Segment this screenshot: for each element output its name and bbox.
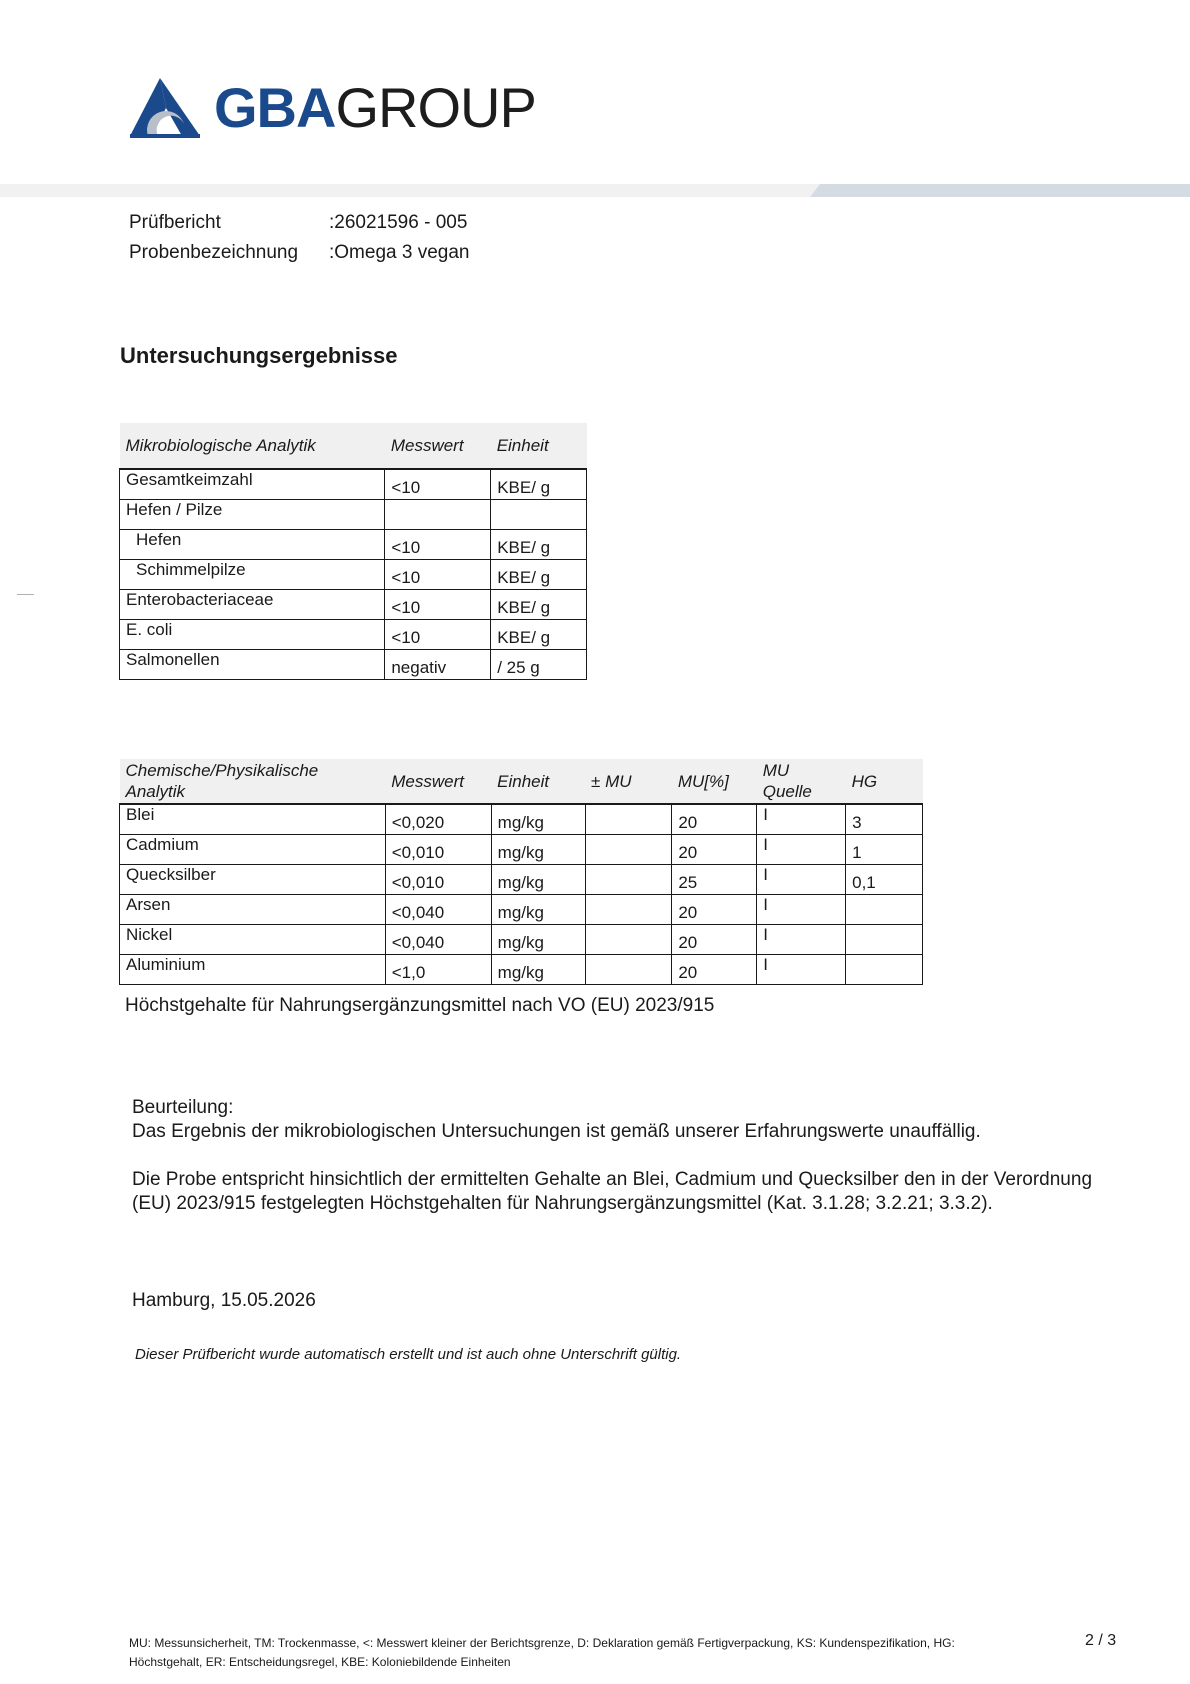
table-row <box>120 469 587 500</box>
measured-value: <0,010 <box>385 865 491 895</box>
table-row <box>120 650 587 680</box>
header-divider-band <box>0 184 1190 197</box>
assessment-micro-text: Das Ergebnis der mikrobiologischen Untersuchungen ist gemäß unserer Erfahrungswerte unauffällig. <box>132 1121 981 1142</box>
chem-header-max-level: HG <box>846 759 923 804</box>
micro-results-table <box>119 423 587 680</box>
assessment-heading: Beurteilung: <box>132 1097 234 1118</box>
assessment-chem-text: Die Probe entspricht hinsichtlich der ermittelten Gehalte an Blei, Cadmium und Quecksilber den in der Verordnung (EU) 2023/915 festgelegten Höchstgehalten für Nahrungsergänzungsmittel (Kat. 3.1.28; 3.2.21; 3.3.2). <box>132 1169 1093 1214</box>
table-row <box>120 620 587 650</box>
report-info <box>129 208 469 268</box>
mu-value <box>585 925 672 955</box>
micro-header-value: Messwert <box>385 423 491 469</box>
table-row <box>120 865 923 895</box>
auto-generated-note: Dieser Prüfbericht wurde automatisch erstellt und ist auch ohne Unterschrift gültig. <box>135 1346 682 1363</box>
micro-header-row <box>120 423 587 469</box>
chem-header-mu: ± MU <box>585 759 672 804</box>
analyte-name: Enterobacteriaceae <box>120 590 385 620</box>
max-level: 1 <box>846 835 923 865</box>
mu-value <box>585 955 672 985</box>
measured-value: <10 <box>385 530 491 560</box>
mu-percent: 25 <box>672 865 757 895</box>
mu-percent: 20 <box>672 835 757 865</box>
unit: mg/kg <box>491 835 585 865</box>
table-row <box>120 895 923 925</box>
section-title: Untersuchungsergebnisse <box>120 343 398 368</box>
measured-value: negativ <box>385 650 491 680</box>
analyte-name: Hefen <box>120 530 385 560</box>
page-number: 2 / 3 <box>1085 1632 1117 1649</box>
place-date: Hamburg, 15.05.2026 <box>132 1290 316 1311</box>
unit: KBE/ g <box>491 530 587 560</box>
logo-wordmark <box>214 78 536 138</box>
unit: mg/kg <box>491 804 585 835</box>
report-number-label: Prüfbericht <box>129 212 221 233</box>
logo-text-bold: GBA <box>214 76 336 139</box>
max-level: 0,1 <box>846 865 923 895</box>
unit: / 25 g <box>491 650 587 680</box>
measured-value: <10 <box>385 469 491 500</box>
report-number-value: :26021596 - 005 <box>329 212 468 233</box>
mu-percent: 20 <box>672 895 757 925</box>
sample-name-label: Probenbezeichnung <box>129 242 299 263</box>
micro-header-analysis: Mikrobiologische Analytik <box>120 423 385 469</box>
mu-percent: 20 <box>672 955 757 985</box>
table-row <box>120 500 587 530</box>
measured-value: <10 <box>385 590 491 620</box>
measured-value: <0,040 <box>385 925 491 955</box>
unit: KBE/ g <box>491 620 587 650</box>
analyte-name: Quecksilber <box>120 865 386 895</box>
mu-source: I <box>757 835 846 865</box>
margin-fold-mark <box>17 594 34 595</box>
assessment-block <box>132 1096 1092 1216</box>
chem-header-analysis: Chemische/Physikalische Analytik <box>120 759 386 804</box>
gba-group-logo <box>130 76 560 142</box>
analyte-name: Arsen <box>120 895 386 925</box>
mu-source: I <box>757 804 846 835</box>
mu-value <box>585 804 672 835</box>
measured-value: <10 <box>385 560 491 590</box>
table-row <box>120 560 587 590</box>
chem-header-unit: Einheit <box>491 759 585 804</box>
table-row <box>120 590 587 620</box>
mu-value <box>585 835 672 865</box>
analyte-name: E. coli <box>120 620 385 650</box>
measured-value: <0,020 <box>385 804 491 835</box>
measured-value: <10 <box>385 620 491 650</box>
analyte-name: Blei <box>120 804 386 835</box>
max-level <box>846 925 923 955</box>
analyte-name: Cadmium <box>120 835 386 865</box>
analyte-name: Schimmelpilze <box>120 560 385 590</box>
measured-value: <1,0 <box>385 955 491 985</box>
table-row <box>120 955 923 985</box>
table-row <box>120 530 587 560</box>
limits-note: Höchstgehalte für Nahrungsergänzungsmittel nach VO (EU) 2023/915 <box>125 995 715 1016</box>
max-level <box>846 895 923 925</box>
analyte-name: Hefen / Pilze <box>120 500 385 530</box>
mu-value <box>585 895 672 925</box>
mu-value <box>585 865 672 895</box>
analyte-name: Nickel <box>120 925 386 955</box>
unit: KBE/ g <box>491 469 587 500</box>
chem-header-value: Messwert <box>385 759 491 804</box>
measured-value <box>385 500 491 530</box>
unit: mg/kg <box>491 895 585 925</box>
mu-percent: 20 <box>672 804 757 835</box>
mu-percent: 20 <box>672 925 757 955</box>
mu-source: I <box>757 955 846 985</box>
mu-source: I <box>757 865 846 895</box>
chem-header-row <box>120 759 923 804</box>
unit: KBE/ g <box>491 560 587 590</box>
table-row <box>120 835 923 865</box>
gba-logo-mark-icon <box>130 78 202 140</box>
analyte-name: Aluminium <box>120 955 386 985</box>
analyte-name: Salmonellen <box>120 650 385 680</box>
measured-value: <0,010 <box>385 835 491 865</box>
sample-name-value: :Omega 3 vegan <box>329 242 470 263</box>
mu-source: I <box>757 925 846 955</box>
analyte-name: Gesamtkeimzahl <box>120 469 385 500</box>
sample-name-row <box>129 238 469 268</box>
unit: mg/kg <box>491 955 585 985</box>
max-level: 3 <box>846 804 923 835</box>
table-row <box>120 804 923 835</box>
unit: mg/kg <box>491 865 585 895</box>
unit <box>491 500 587 530</box>
measured-value: <0,040 <box>385 895 491 925</box>
unit: KBE/ g <box>491 590 587 620</box>
chem-header-mu-source: MU Quelle <box>757 759 846 804</box>
table-row <box>120 925 923 955</box>
report-number-row <box>129 208 469 238</box>
micro-header-unit: Einheit <box>491 423 587 469</box>
unit: mg/kg <box>491 925 585 955</box>
chem-header-mu-percent: MU[%] <box>672 759 757 804</box>
max-level <box>846 955 923 985</box>
footer-abbreviations: MU: Messunsicherheit, TM: Trockenmasse, <: Messwert kleiner der Berichtsgrenze, D: Deklaration gemäß Fertigverpackung, KS: Kundenspezifikation, HG: Höchstgehalt, ER: Entscheidungsregel, KBE: Koloniebildende Einheiten <box>129 1636 955 1669</box>
mu-source: I <box>757 895 846 925</box>
chem-results-table <box>119 759 923 985</box>
logo-text-light: GROUP <box>335 76 536 139</box>
